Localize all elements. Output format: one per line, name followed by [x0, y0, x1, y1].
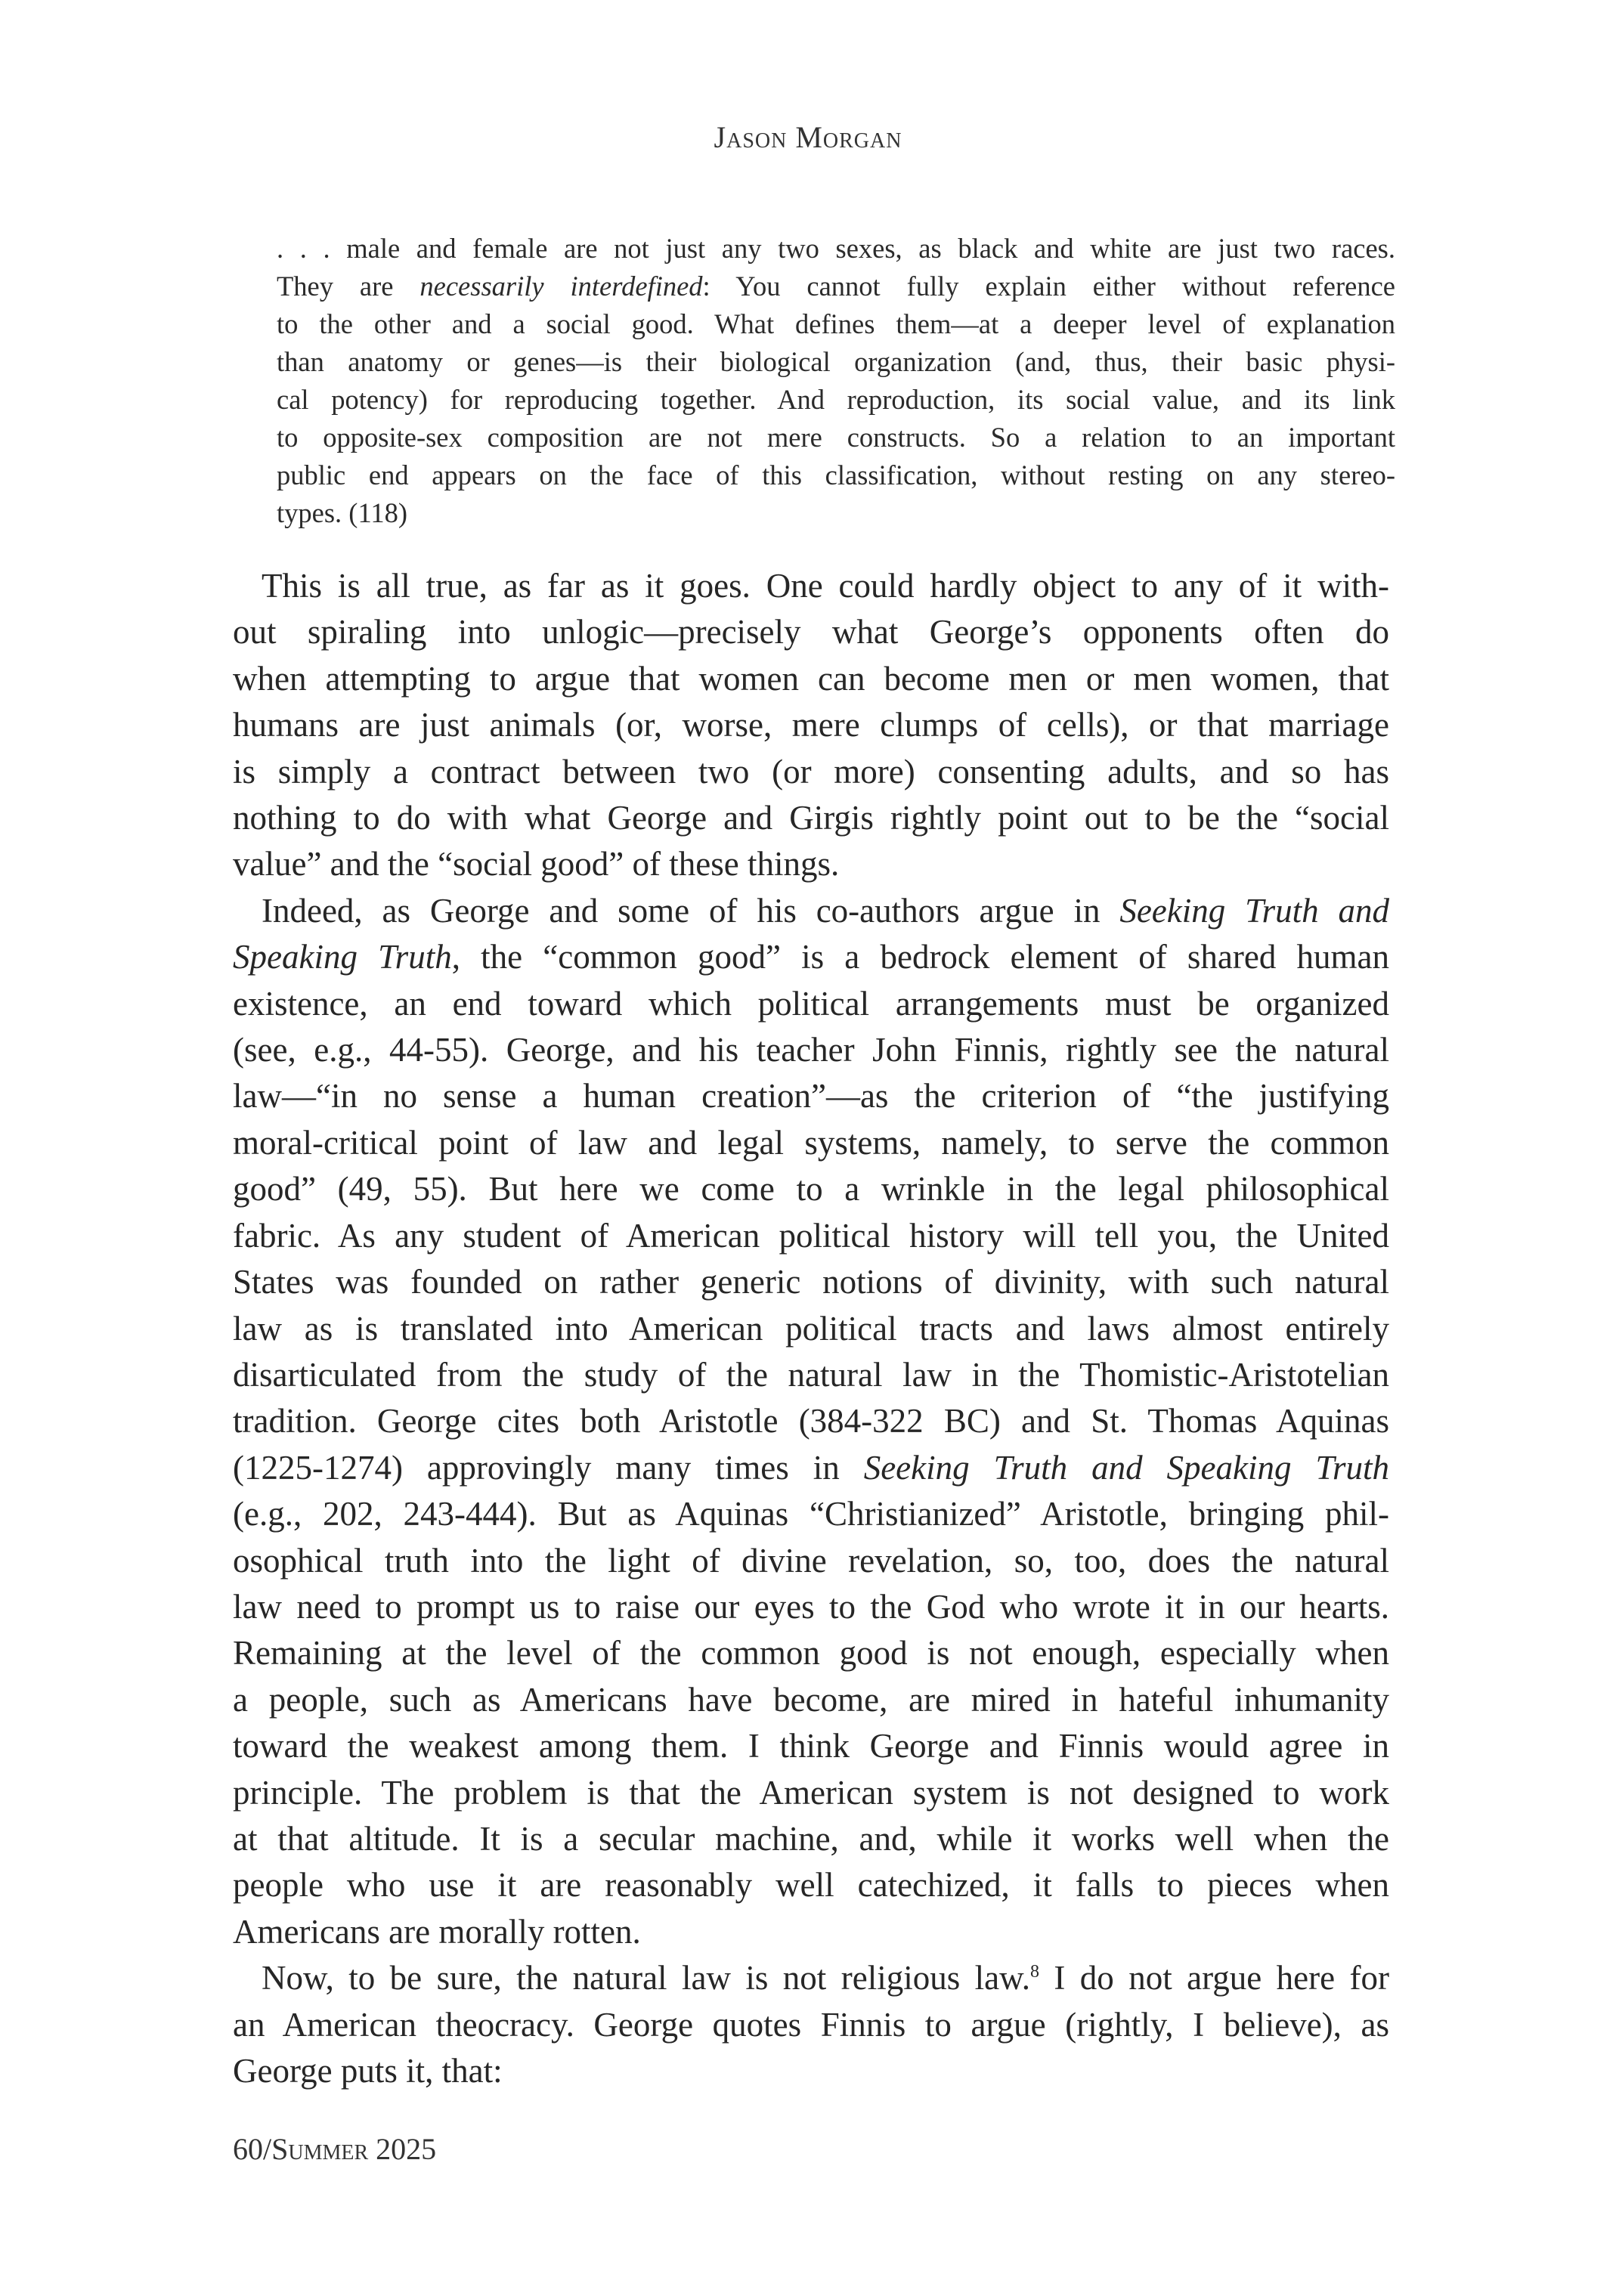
- body-line: nothing to do with what George and Girgis rightly point out to be the “social: [233, 799, 1389, 837]
- body-line: an American theocracy. George quotes Finnis to argue (rightly, I believe), as: [233, 2005, 1389, 2044]
- body-line: existence, an end toward which political arrangements must be organized: [233, 984, 1389, 1023]
- body-text: [233, 563, 1389, 2094]
- quote-text: : You cannot fully explain either without reference: [702, 271, 1395, 302]
- quote-line: [277, 268, 1395, 305]
- body-line: fabric. As any student of American political history will tell you, the United: [233, 1216, 1389, 1255]
- body-line-text: Now, to be sure, the natural law is not religious law.: [262, 1959, 1030, 1997]
- book-title: Seeking Truth and: [1119, 891, 1389, 930]
- body-line: (see, e.g., 44-55). George, and his teacher John Finnis, rightly see the natural: [233, 1031, 1389, 1069]
- issue-label: Summer 2025: [271, 2132, 437, 2166]
- body-line: tradition. George cites both Aristotle (384-322 BC) and St. Thomas Aquinas: [233, 1402, 1389, 1440]
- body-line-text: Indeed, as George and some of his co-authors argue in: [262, 891, 1120, 930]
- page-number: 60/: [233, 2132, 272, 2166]
- body-line: out spiraling into unlogic—precisely what George’s opponents often do: [233, 613, 1389, 651]
- body-line: [233, 934, 1389, 980]
- body-line: States was founded on rather generic notions of divinity, with such natural: [233, 1263, 1389, 1301]
- body-line: moral-critical point of law and legal systems, namely, to serve the common: [233, 1123, 1389, 1162]
- body-line-text: , the “common good” is a bedrock element of shared human: [451, 938, 1389, 976]
- body-line: [233, 1955, 1389, 2001]
- body-line-text: This is all true, as far as it goes. One could hardly object to any of it with-: [262, 567, 1389, 605]
- quote-line: types. (118): [277, 497, 408, 528]
- body-line: when attempting to argue that women can become men or men women, that: [233, 659, 1389, 698]
- body-line-text: (1225-1274) approvingly many times in: [233, 1448, 864, 1487]
- body-line: law as is translated into American political tracts and laws almost entirely: [233, 1309, 1389, 1348]
- body-line: osophical truth into the light of divine revelation, so, too, does the natural: [233, 1541, 1389, 1580]
- quote-emphasis: necessarily interdefined: [419, 271, 703, 302]
- book-title: Speaking Truth: [233, 938, 452, 976]
- running-head: Jason Morgan: [714, 120, 902, 154]
- body-line: Remaining at the level of the common good is not enough, especially when: [233, 1634, 1389, 1672]
- body-line: disarticulated from the study of the natural law in the Thomistic-Aristotelian: [233, 1355, 1389, 1394]
- body-line: humans are just animals (or, worse, mere clumps of cells), or that marriage: [233, 706, 1389, 744]
- footnote-marker[interactable]: 8: [1029, 1962, 1039, 1982]
- body-line: at that altitude. It is a secular machine, and, while it works well when the: [233, 1819, 1389, 1858]
- body-line: [233, 563, 1389, 609]
- body-line: Americans are morally rotten.: [233, 1912, 641, 1951]
- body-line: [233, 888, 1389, 934]
- body-line-text: I do not argue here for: [1039, 1959, 1390, 1997]
- body-line: principle. The problem is that the American system is not designed to work: [233, 1773, 1389, 1812]
- page-footer: [233, 2131, 436, 2167]
- body-line: value” and the “social good” of these things.: [233, 845, 840, 883]
- quote-line: than anatomy or genes—is their biological organization (and, thus, their basic physi-: [277, 346, 1395, 377]
- quote-line: to the other and a social good. What defines them—at a deeper level of explanation: [277, 308, 1395, 339]
- body-line: a people, such as Americans have become, are mired in hateful inhumanity: [233, 1680, 1389, 1719]
- book-title: Seeking Truth and Speaking Truth: [863, 1448, 1390, 1487]
- body-line: law need to prompt us to raise our eyes to the God who wrote it in our hearts.: [233, 1587, 1389, 1626]
- body-line: people who use it are reasonably well catechized, it falls to pieces when: [233, 1866, 1389, 1905]
- body-line: toward the weakest among them. I think George and Finnis would agree in: [233, 1727, 1389, 1765]
- body-line: law—“in no sense a human creation”—as the criterion of “the justifying: [233, 1077, 1389, 1116]
- body-line: [233, 1445, 1389, 1491]
- quote-line: . . . male and female are not just any two sexes, as black and white are just two races.: [277, 233, 1395, 264]
- body-line: good” (49, 55). But here we come to a wrinkle in the legal philosophical: [233, 1170, 1389, 1208]
- block-quote: [277, 230, 1395, 532]
- quote-line: cal potency) for reproducing together. And reproduction, its social value, and its link: [277, 384, 1395, 415]
- body-line: George puts it, that:: [233, 2052, 503, 2090]
- quote-line: to opposite-sex composition are not mere constructs. So a relation to an important: [277, 422, 1395, 453]
- body-line: (e.g., 202, 243-444). But as Aquinas “Christianized” Aristotle, bringing phil-: [233, 1495, 1389, 1533]
- body-line: is simply a contract between two (or more) consenting adults, and so has: [233, 752, 1389, 791]
- quote-text: They are: [277, 271, 420, 302]
- quote-line: public end appears on the face of this classification, without resting on any stereo-: [277, 460, 1395, 490]
